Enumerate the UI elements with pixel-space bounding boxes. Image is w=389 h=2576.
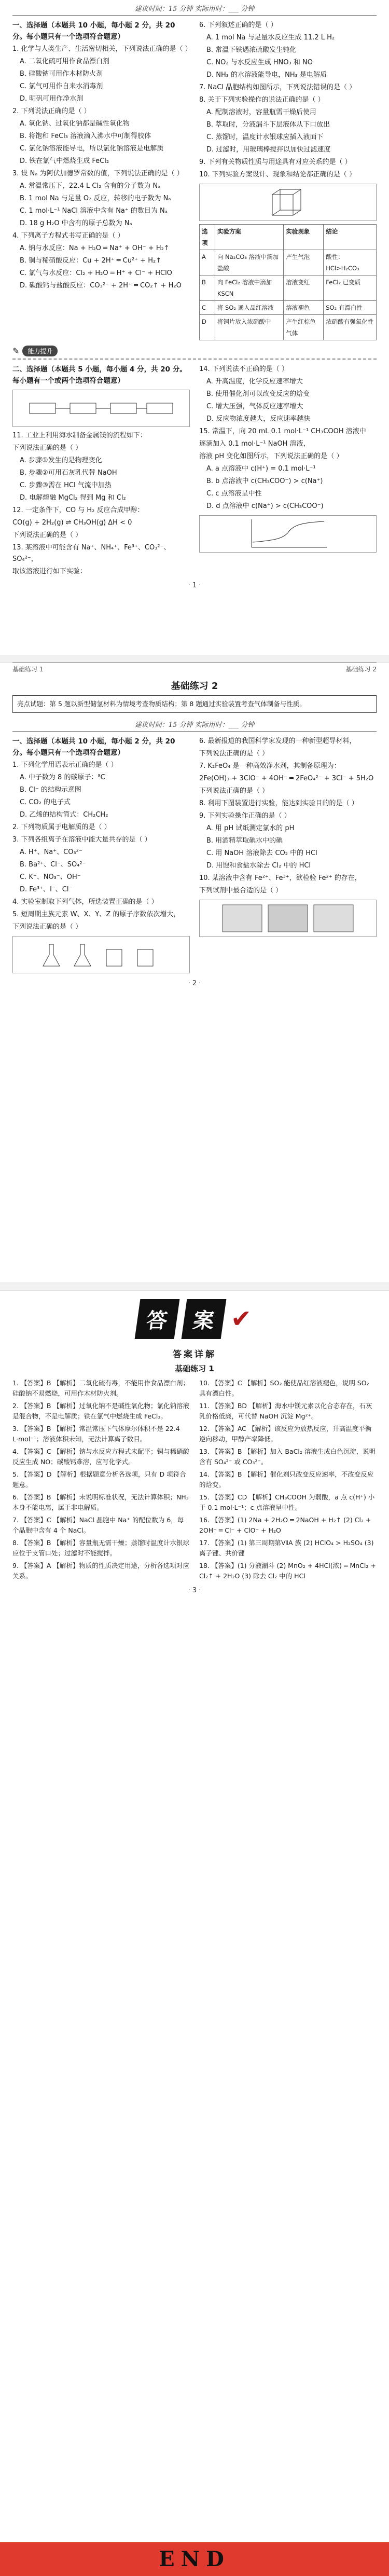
cube-icon xyxy=(265,187,311,218)
answer-option: A. H⁺、Na⁺、CO₃²⁻ xyxy=(20,848,82,856)
right-column xyxy=(199,364,377,578)
checkmark-icon: ✔ xyxy=(230,1304,252,1333)
section-title: 一、选择题（本题共 10 小题，每小题 2 分，共 20 分。每小题只有一个选项符合题意） xyxy=(12,21,175,41)
answer-option: C. 氯气与水反应：Cl₂ + H₂O ═ H⁺ + Cl⁻ + HClO xyxy=(20,269,172,277)
answer-item: 18. 【答案】(1) 分液漏斗 (2) MnO₂ + 4HCl(浓) ═ MnCl₂ + Cl₂↑ + 2H₂O (3) 除去 Cl₂ 中的 HCl xyxy=(199,1562,376,1580)
answer-option: D. 电解熔融 MgCl₂ 得到 Mg 和 Cl₂ xyxy=(20,494,126,502)
time-line: 建议时间：15 分钟 实际用时：___ 分钟 xyxy=(12,716,377,732)
answer-option: A. 1 mol Na 与足量水反应生成 11.2 L H₂ xyxy=(206,34,335,42)
answer-item: 14. 【答案】B 【解析】催化剂只改变反应速率，不改变反应的焓变。 xyxy=(199,1470,374,1489)
flask-icon xyxy=(39,939,163,970)
answer-option: B. 使用催化剂可以改变反应的焓变 xyxy=(206,390,310,398)
question-text: 2. 下列说法正确的是（ ） xyxy=(12,107,91,115)
answer-option: A. 常温常压下，22.4 L Cl₂ 含有的分子数为 Nₐ xyxy=(20,182,161,190)
table-cell: 酸性：HCl>H₂CO₃ xyxy=(324,250,377,275)
divider-label: 能力提升 xyxy=(22,346,58,356)
highlight-note: 亮点试题：第 5 题以新型储氢材料为情境考查物质结构；第 8 题通过实验装置考查气体制备与性质。 xyxy=(12,695,377,713)
left-column xyxy=(12,736,190,976)
question-text: 4. 实验室制取下列气体，所选装置正确的是（ ） xyxy=(12,898,158,906)
answer-item: 9. 【答案】A 【解析】物质的性质决定用途，分析各选项对应关系。 xyxy=(12,1562,189,1580)
answer-option: D. d 点溶液中 c(Na⁺) > c(CH₃COO⁻) xyxy=(206,502,324,510)
question-text: 6. 最新报道的我国科学家发现的一种新型超导材料， xyxy=(199,737,356,745)
question-text: 8. 利用下图装置进行实验，能达到实验目的的是（ ） xyxy=(199,800,358,807)
table-row xyxy=(200,275,377,301)
answer-item: 17. 【答案】(1) 第三周期第ⅦA 族 (2) HClO₄ > H₂SO₄ (3) 离子键、共价键 xyxy=(199,1539,374,1557)
left-column xyxy=(12,364,190,578)
question-list xyxy=(199,364,377,512)
table-cell: B xyxy=(200,275,215,301)
answer-option: B. 将饱和 FeCl₃ 溶液滴入沸水中可制得胶体 xyxy=(20,132,151,140)
table-cell: D xyxy=(200,315,215,340)
answer-option: A. 中子数为 8 的碳原子：⁸C xyxy=(20,774,105,781)
answer-option: C. 蒸馏时，温度计水银球应插入液面下 xyxy=(206,133,324,141)
table-header-cell: 选项 xyxy=(200,225,215,250)
answer-option: A. 二氧化硫可用作食品漂白剂 xyxy=(20,58,109,65)
banner-char-2: 案 xyxy=(181,1299,226,1339)
question-text: 15. 常温下，向 20 mL 0.1 mol·L⁻¹ CH₃COOH 溶液中 xyxy=(199,428,366,435)
question-text: 10. 下列实验方案设计、现象和结论都正确的是（ ） xyxy=(199,171,356,178)
answer-option: B. Ba²⁺、Cl⁻、SO₄²⁻ xyxy=(20,861,86,869)
table-cell: 产生气泡 xyxy=(284,250,324,275)
answer-option: D. Fe³⁺、I⁻、Cl⁻ xyxy=(20,886,73,893)
answer-option: B. 硅酸钠可用作木材防火剂 xyxy=(20,70,103,78)
table-cell: 产生红棕色气体 xyxy=(284,315,324,340)
table-cell: A xyxy=(200,250,215,275)
answer-page xyxy=(12,1287,377,2542)
answer-option: A. 配制溶液时，容量瓶需干燥后使用 xyxy=(206,108,316,116)
question-text: 2Fe(OH)₃ + 3ClO⁻ + 4OH⁻ ═ 2FeO₄²⁻ + 3Cl⁻ + 5H₂O xyxy=(199,775,374,782)
table-cell: C xyxy=(200,301,215,315)
answer-option: C. c 点溶液呈中性 xyxy=(206,490,262,498)
answer-option: C. NO₂ 与水反应生成 HNO₃ 和 NO xyxy=(206,59,313,66)
question-text: 1. 下列化学用语表示正确的是（ ） xyxy=(12,761,118,769)
answer-option: C. 用 NaOH 溶液除去 CO₂ 中的 HCl xyxy=(206,849,317,857)
answer-option: C. 步骤③需在 HCl 气流中加热 xyxy=(20,481,112,489)
question-text: 13. 某溶液中可能含有 Na⁺、NH₄⁺、Fe³⁺、CO₃²⁻、SO₄²⁻， xyxy=(12,544,171,563)
question-list xyxy=(12,430,190,577)
answer-option: A. 钠与水反应：Na + H₂O ═ Na⁺ + OH⁻ + H₂↑ xyxy=(20,244,170,252)
page-2 xyxy=(12,659,377,1287)
question-text: 3. 设 Nₐ 为阿伏加德罗常数的值，下列说法正确的是（ ） xyxy=(12,170,184,177)
answer-option: C. 1 mol·L⁻¹ NaCl 溶液中含有 Na⁺ 的数目为 Nₐ xyxy=(20,207,168,215)
running-header-right: 基础练习 2 xyxy=(345,666,377,673)
table-cell: 向 FeCl₂ 溶液中滴加 KSCN xyxy=(215,275,283,301)
question-text: 下列说法正确的是（ ） xyxy=(199,787,269,795)
answer-item: 1. 【答案】B 【解析】二氧化硫有毒，不能用作食品漂白剂；硅酸钠不易燃烧，可用作木材防火剂。 xyxy=(12,1379,189,1397)
table-cell: 将 SO₂ 通入品红溶液 xyxy=(215,301,283,315)
question-text: 下列试剂中最合适的是（ ） xyxy=(199,887,283,894)
end-banner xyxy=(0,2542,389,2576)
answer-option: A. 升高温度，化学反应速率增大 xyxy=(206,378,303,385)
question-list xyxy=(12,760,190,933)
answer-option: B. 用酒精萃取碘水中的碘 xyxy=(206,837,283,845)
exercise-title: 基础练习 2 xyxy=(171,681,218,692)
answer-option: D. 过滤时，用玻璃棒搅拌以加快过滤速度 xyxy=(206,146,331,154)
banner-char-1: 答 xyxy=(134,1299,179,1339)
table-header-cell: 实验现象 xyxy=(284,225,324,250)
question-text: 6. 下列叙述正确的是（ ） xyxy=(199,21,277,29)
question-text: 11. 工业上利用海水制备金属镁的流程如下： xyxy=(12,432,147,439)
page-1 xyxy=(12,0,377,659)
question-text: CO(g) + 2H₂(g) ⇌ CH₃OH(g) ΔH < 0 xyxy=(12,519,132,527)
answer-option: D. NH₃ 的水溶液能导电，NH₃ 是电解质 xyxy=(206,71,327,79)
answer-subtitle: 答案详解 xyxy=(173,1349,216,1360)
answer-option: D. 明矾可用作净水剂 xyxy=(20,95,84,103)
answer-option: D. 反应物浓度越大，反应速率越快 xyxy=(206,415,311,423)
end-text: END xyxy=(159,2547,230,2571)
question-text: 下列说法正确的是（ ） xyxy=(12,923,82,931)
question-text: 下列说法正确的是（ ） xyxy=(12,444,82,452)
answer-option: B. 步骤②可用石灰乳代替 NaOH xyxy=(20,469,117,477)
answer-option: C. 氯气可用作自来水消毒剂 xyxy=(20,82,103,90)
answer-option: C. CO₂ 的电子式 xyxy=(20,798,71,806)
question-text: 10. 某溶液中含有 Fe²⁺、Fe³⁺，欲检验 Fe²⁺ 的存在， xyxy=(199,874,362,882)
question-list xyxy=(199,20,377,181)
top-columns xyxy=(12,20,377,340)
answer-item: 3. 【答案】B 【解析】常温常压下气体摩尔体积不是 22.4 L·mol⁻¹；溶液体积未知，无法计算离子数目。 xyxy=(12,1425,180,1443)
question-text: 3. 下列各组离子在溶液中能大量共存的是（ ） xyxy=(12,836,151,844)
right-column xyxy=(199,20,377,340)
question-text: 9. 下列实验操作正确的是（ ） xyxy=(199,812,291,820)
answer-option: C. 增大压强，气体反应速率增大 xyxy=(206,403,303,410)
table-cell: 浓硝酸有强氧化性 xyxy=(324,315,377,340)
answer-item: 16. 【答案】(1) 2Na + 2H₂O ═ 2NaOH + H₂↑ (2) Cl₂ + 2OH⁻ ═ Cl⁻ + ClO⁻ + H₂O xyxy=(199,1516,371,1534)
table-cell: 溶液变红 xyxy=(284,275,324,301)
apparatus-figure xyxy=(12,936,190,973)
flow-diagram xyxy=(12,390,190,427)
question-text: 溶液 pH 变化如图所示，下列说法正确的是（ ） xyxy=(199,452,343,460)
answer-item: 7. 【答案】C 【解析】NaCl 晶胞中 Na⁺ 的配位数为 6，每个晶胞中含有 4 个 NaCl。 xyxy=(12,1516,184,1534)
question-text: 取该溶液进行如下实验： xyxy=(12,568,87,575)
table-body xyxy=(200,250,377,340)
answer-option: D. 铁在氯气中燃烧生成 FeCl₂ xyxy=(20,157,109,165)
answer-item: 5. 【答案】D 【解析】根据题意分析各选项，只有 D 项符合题意。 xyxy=(12,1470,186,1489)
question-text: 下列说法正确的是（ ） xyxy=(12,531,82,539)
question-list xyxy=(12,44,190,292)
answer-option: C. 氯化钠溶液能导电，所以氯化钠溶液是电解质 xyxy=(20,145,164,153)
answer-option: A. 氧化钠、过氧化钠都是碱性氧化物 xyxy=(20,120,130,128)
question-text: 下列说法正确的是（ ） xyxy=(199,750,269,757)
answer-item: 11. 【答案】BD 【解析】海水中镁元素以化合态存在，石灰乳价格低廉，可代替 NaOH 沉淀 Mg²⁺。 xyxy=(199,1402,372,1420)
table-header-cell: 实验方案 xyxy=(215,225,283,250)
crystal-figure xyxy=(199,184,377,221)
table-cell: 溶液褪色 xyxy=(284,301,324,315)
answer-item: 10. 【答案】C 【解析】SO₂ 能使品红溶液褪色，说明 SO₂ 具有漂白性。 xyxy=(199,1379,369,1397)
pencil-icon: ✎ xyxy=(12,346,20,356)
table-row xyxy=(200,315,377,340)
curve-icon xyxy=(246,517,329,550)
answer-option: A. a 点溶液中 c(H⁺) = 0.1 mol·L⁻¹ xyxy=(206,465,316,473)
bottom-columns xyxy=(12,364,377,578)
answer-option: A. 用 pH 试纸测定氯水的 pH xyxy=(206,824,295,832)
experiment-table xyxy=(199,224,377,340)
table-cell: 向 Na₂CO₃ 溶液中滴加盐酸 xyxy=(215,250,283,275)
flowchart-icon xyxy=(29,398,174,419)
question-text: 4. 下列离子方程式书写正确的是（ ） xyxy=(12,232,124,240)
answer-option: A. 步骤①发生的是物理变化 xyxy=(20,457,102,464)
answer-item: 12. 【答案】AC 【解析】该反应为放热反应，升高温度平衡逆向移动，甲醇产率降低。 xyxy=(199,1425,372,1443)
answer-option: C. K⁺、NO₃⁻、OH⁻ xyxy=(20,873,81,881)
table-header-cell: 结论 xyxy=(324,225,377,250)
answer-item: 15. 【答案】CD 【解析】CH₃COOH 为弱酸，a 点 c(H⁺) 小于 0.1 mol·L⁻¹；c 点溶液呈中性。 xyxy=(199,1493,375,1511)
table-row xyxy=(200,250,377,275)
answer-item: 6. 【答案】B 【解析】未说明标准状况，无法计算体积；NH₃ 本身不能电离，属于非电解质。 xyxy=(12,1493,189,1511)
page-number: · 3 · xyxy=(188,1587,201,1594)
answer-columns xyxy=(12,1378,377,1583)
answer-option: D. 碳酸钙与盐酸反应：CO₃²⁻ + 2H⁺ ═ CO₂↑ + H₂O xyxy=(20,282,182,290)
question-text: 7. K₂FeO₄ 是一种高效净水剂，其制备原理为： xyxy=(199,762,341,770)
answer-list xyxy=(199,1378,377,1583)
page-header: 建议时间：15 分钟 实际用时：___ 分钟 xyxy=(12,0,377,16)
titration-curve xyxy=(199,515,377,553)
experiment-photos xyxy=(199,900,377,937)
answer-option: D. 用饱和食盐水除去 Cl₂ 中的 HCl xyxy=(206,862,311,870)
page-number: · 1 · xyxy=(188,582,201,589)
answer-section-title: 基础练习 1 xyxy=(175,1364,214,1373)
question-list xyxy=(199,736,377,897)
answer-option: B. Cl⁻ 的结构示意图 xyxy=(20,786,81,794)
answer-option: B. 萃取时，分液漏斗下层液体从下口放出 xyxy=(206,121,330,129)
table-header-row xyxy=(200,225,377,250)
question-text: 14. 下列说法不正确的是（ ） xyxy=(199,365,288,373)
answer-banner xyxy=(12,1293,377,1345)
question-text: 2. 下列物质属于电解质的是（ ） xyxy=(12,823,111,831)
table-cell: SO₂ 有漂白性 xyxy=(324,301,377,315)
page-number: · 2 · xyxy=(188,980,201,987)
section-divider xyxy=(12,346,377,360)
answer-option: B. 1 mol Na 与足量 O₂ 反应，转移的电子数为 Nₐ xyxy=(20,195,171,202)
answer-item: 2. 【答案】B 【解析】过氧化钠不是碱性氧化物；氯化钠溶液是混合物，不是电解质；铁在氯气中燃烧生成 FeCl₃。 xyxy=(12,1402,189,1420)
columns xyxy=(12,736,377,976)
right-column xyxy=(199,736,377,976)
left-column xyxy=(12,20,190,340)
answer-option: B. 常温下铁遇浓硫酸发生钝化 xyxy=(206,46,297,54)
table-cell: FeCl₂ 已变质 xyxy=(324,275,377,301)
table-cell: 将铜片放入浓硝酸中 xyxy=(215,315,283,340)
running-header xyxy=(12,662,377,673)
answer-item: 4. 【答案】C 【解析】钠与水反应方程式未配平；铜与稀硝酸反应生成 NO；碳酸钙难溶，应写化学式。 xyxy=(12,1448,190,1466)
question-text: 9. 下列有关物质性质与用途具有对应关系的是（ ） xyxy=(199,158,352,166)
answer-option: B. 铜与稀硝酸反应：Cu + 2H⁺ ═ Cu²⁺ + H₂↑ xyxy=(20,257,162,265)
question-text: 7. NaCl 晶胞结构如图所示，下列说法错误的是（ ） xyxy=(199,84,356,91)
running-header-left: 基础练习 1 xyxy=(12,666,44,673)
question-text: 5. 短周期主族元素 W、X、Y、Z 的原子序数依次增大， xyxy=(12,911,180,918)
section-title: 二、选择题（本题共 5 小题，每小题 4 分，共 20 分。每小题有一个或两个选项符合题意） xyxy=(12,365,187,385)
answer-option: D. 18 g H₂O 中含有的原子总数为 Nₐ xyxy=(20,219,132,227)
section-title: 一、选择题（本题共 10 小题，每小题 2 分，共 20 分。每小题只有一个选项符合题意） xyxy=(12,737,175,757)
table-row xyxy=(200,301,377,315)
photo-icon xyxy=(220,903,355,934)
question-text: 逐滴加入 0.1 mol·L⁻¹ NaOH 溶液， xyxy=(199,440,310,448)
answer-item: 13. 【答案】B 【解析】加入 BaCl₂ 溶液生成白色沉淀，说明含有 SO₄²⁻ 或 CO₃²⁻。 xyxy=(199,1448,376,1466)
answer-option: D. 乙烯的结构简式：CH₂CH₂ xyxy=(20,811,108,819)
question-text: 1. 化学与人类生产、生活密切相关，下列说法正确的是（ ） xyxy=(12,45,192,53)
question-text: 12. 一定条件下，CO 与 H₂ 反应合成甲醇： xyxy=(12,506,144,514)
answer-list xyxy=(12,1378,190,1583)
question-text: 8. 关于下列实验操作的说法正确的是（ ） xyxy=(199,96,325,104)
answer-option: B. b 点溶液中 c(CH₃COO⁻) > c(Na⁺) xyxy=(206,477,323,485)
answer-item: 8. 【答案】B 【解析】容量瓶无需干燥；蒸馏时温度计水银球应位于支管口处；过滤时不能搅拌。 xyxy=(12,1539,189,1557)
